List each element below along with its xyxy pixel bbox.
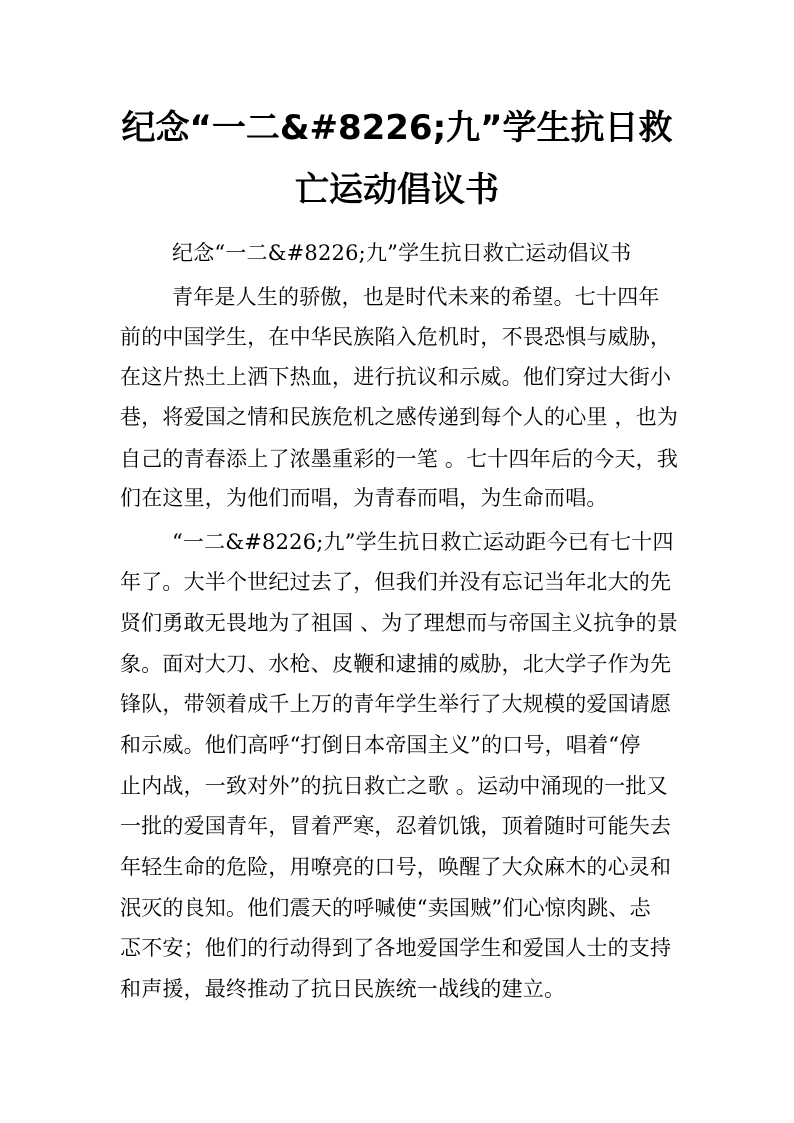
paragraph-2-line: 年轻生命的危险，用嘹亮的口号，唤醒了大众麻木的心灵和 [120, 855, 672, 879]
document-title-line-2: 亡运动倡议书 [295, 170, 499, 210]
paragraph-1-line: 自己的青春添上了浓墨重彩的一笔 。七十四年后的今天，我 [120, 447, 679, 471]
paragraph-2-line: 止内战，一致对外”的抗日救亡之歌 。运动中涌现的一批又 [120, 774, 668, 798]
paragraph-1-line: 巷，将爱国之情和民族危机之感传递到每个人的心里 ，也为 [120, 405, 679, 429]
paragraph-1-line: 青年是人生的骄傲，也是时代未来的希望。七十四年 [172, 285, 660, 309]
paragraph-2-line: 忑不安；他们的行动得到了各地爱国学生和爱国人士的支持 [120, 936, 672, 960]
paragraph-2-line: “一二&#8226;九”学生抗日救亡运动距今已有七十四 [172, 530, 674, 554]
paragraph-2-line: 象。面对大刀、水枪、皮鞭和逮捕的威胁，北大学子作为先 [120, 652, 672, 676]
paragraph-2-line: 年了。大半个世纪过去了，但我们并没有忘记当年北大的先 [120, 570, 672, 594]
paragraph-2-line: 一批的爱国青年，冒着严寒，忍着饥饿，顶着随时可能失去 [120, 814, 672, 838]
paragraph-2-line: 泯灭的良知。他们震天的呼喊使“卖国贼”们心惊肉跳、忐 [120, 896, 651, 920]
paragraph-2-line: 和示威。他们高呼“打倒日本帝国主义”的口号，唱着“停 [120, 733, 641, 757]
document-subtitle: 纪念“一二&#8226;九”学生抗日救亡运动倡议书 [172, 241, 632, 265]
paragraph-2-line: 贤们勇敢无畏地为了祖国 、为了理想而与帝国主义抗争的景 [120, 611, 679, 635]
paragraph-1-line: 在这片热土上洒下热血，进行抗议和示威。他们穿过大街小 [120, 365, 672, 389]
document-title-line-1: 纪念“一二&#8226;九”学生抗日救 [121, 108, 673, 148]
paragraph-2-line: 和声援，最终推动了抗日民族统一战线的建立。 [120, 977, 566, 1001]
paragraph-1-line: 前的中国学生，在中华民族陷入危机时，不畏恐惧与威胁， [120, 325, 672, 349]
paragraph-1-line: 们在这里，为他们而唱，为青春而唱，为生命而唱。 [120, 486, 608, 510]
paragraph-2-line: 锋队，带领着成千上万的青年学生举行了大规模的爱国请愿 [120, 692, 672, 716]
